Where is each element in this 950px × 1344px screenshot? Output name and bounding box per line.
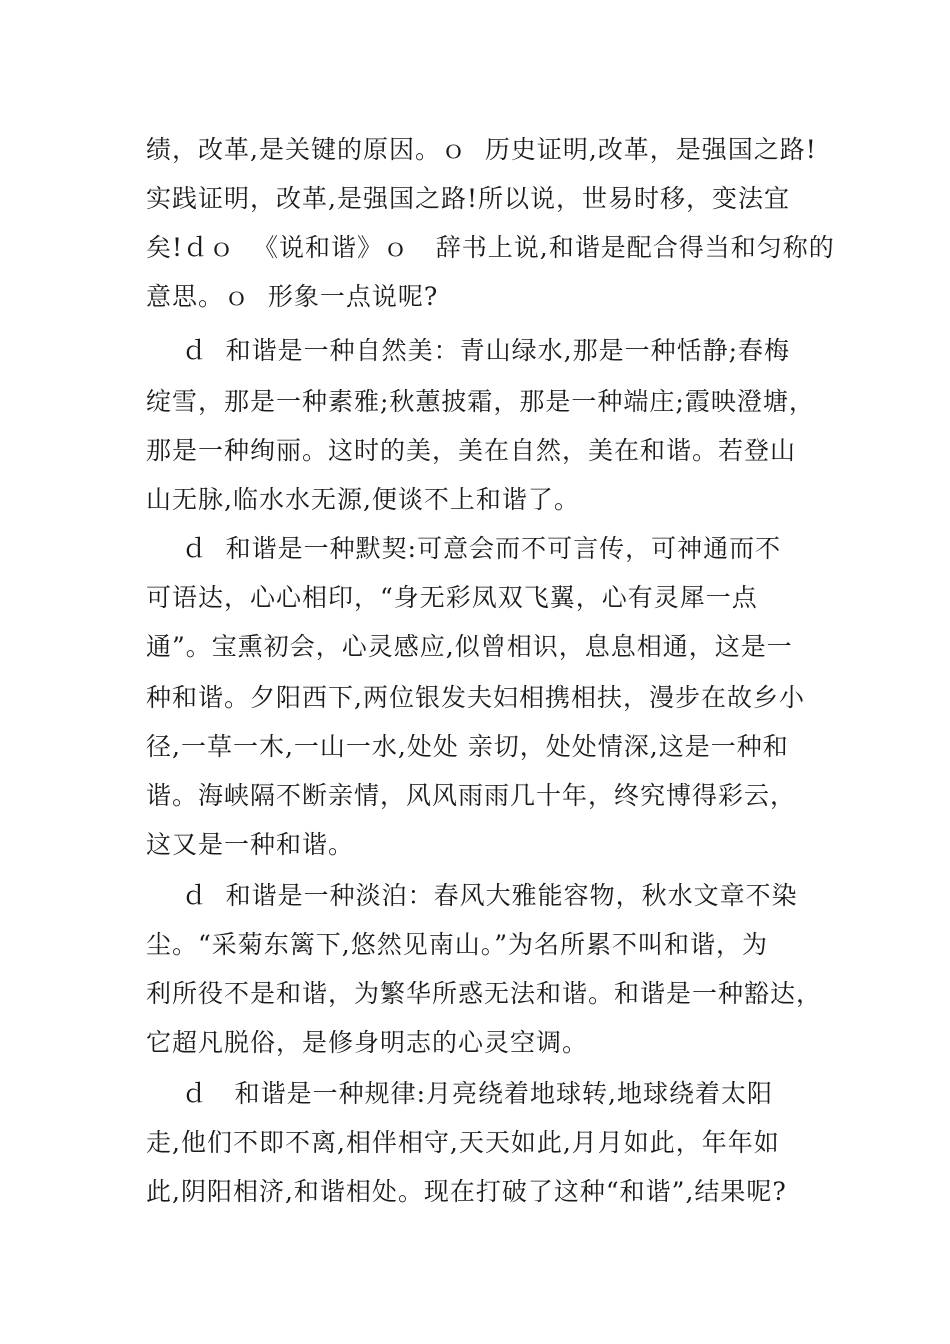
paragraph-start-line: ｄ 和谐是一种规律:月亮绕着地球转,地球绕着太阳 [146, 1079, 773, 1108]
text-line: 它超凡脱俗，是修身明志的心灵空调。 [146, 1028, 589, 1057]
text-line: 种和谐。夕阳西下,两位银发夫妇相携相扶，漫步在故乡小 [146, 683, 805, 712]
text-line: 山无脉,临水水无源,便谈不上和谐了。 [146, 485, 580, 514]
text-line: 通”。宝熏初会，心灵感应,似曾相识，息息相通，这是一 [146, 632, 793, 661]
text-line: 那是一种绚丽。这时的美，美在自然，美在和谐。若登山 [146, 436, 797, 465]
text-line: 绽雪，那是一种素雅;秋蕙披霜，那是一种端庄;霞映澄塘， [146, 387, 815, 416]
text-line: 矣!ｄｏ 《说和谐》ｏ 辞书上说,和谐是配合得当和匀称的 [146, 233, 835, 262]
text-line: 此,阴阳相济,和谐相处。现在打破了这种“和谐”,结果呢? [146, 1177, 787, 1206]
paragraph-start-line: ｄ 和谐是一种淡泊：春风大雅能容物，秋水文章不染 [146, 881, 798, 910]
text-line: 利所役不是和谐，为繁华所惑无法和谐。和谐是一种豁达， [146, 979, 823, 1008]
text-line: 走,他们不即不离,相伴相守,天天如此,月月如此，年年如 [146, 1128, 780, 1157]
text-line: 这又是一种和谐。 [146, 830, 355, 859]
text-line: 尘。“采菊东篱下,悠然见南山。”为名所累不叫和谐，为 [146, 930, 769, 959]
text-line: 实践证明，改革,是强国之路!所以说，世易时移，变法宜 [146, 184, 790, 213]
text-line: 谐。海峡隔不断亲情，风风雨雨几十年，终究博得彩云， [146, 781, 797, 810]
text-line: 可语达，心心相印，“身无彩凤双飞翼，心有灵犀一点 [146, 583, 758, 612]
text-line: 意思。ｏ 形象一点说呢? [146, 282, 439, 311]
paragraph-start-line: ｄ 和谐是一种自然美：青山绿水,那是一种恬静;春梅 [146, 336, 791, 365]
text-line: 绩，改革,是关键的原因。ｏ 历史证明,改革，是强国之路! [146, 135, 817, 164]
text-line: 径,一草一木,一山一水,处处 亲切，处处情深,这是一种和 [146, 732, 789, 761]
paragraph-start-line: ｄ 和谐是一种默契:可意会而不可言传，可神通而不 [146, 534, 782, 563]
